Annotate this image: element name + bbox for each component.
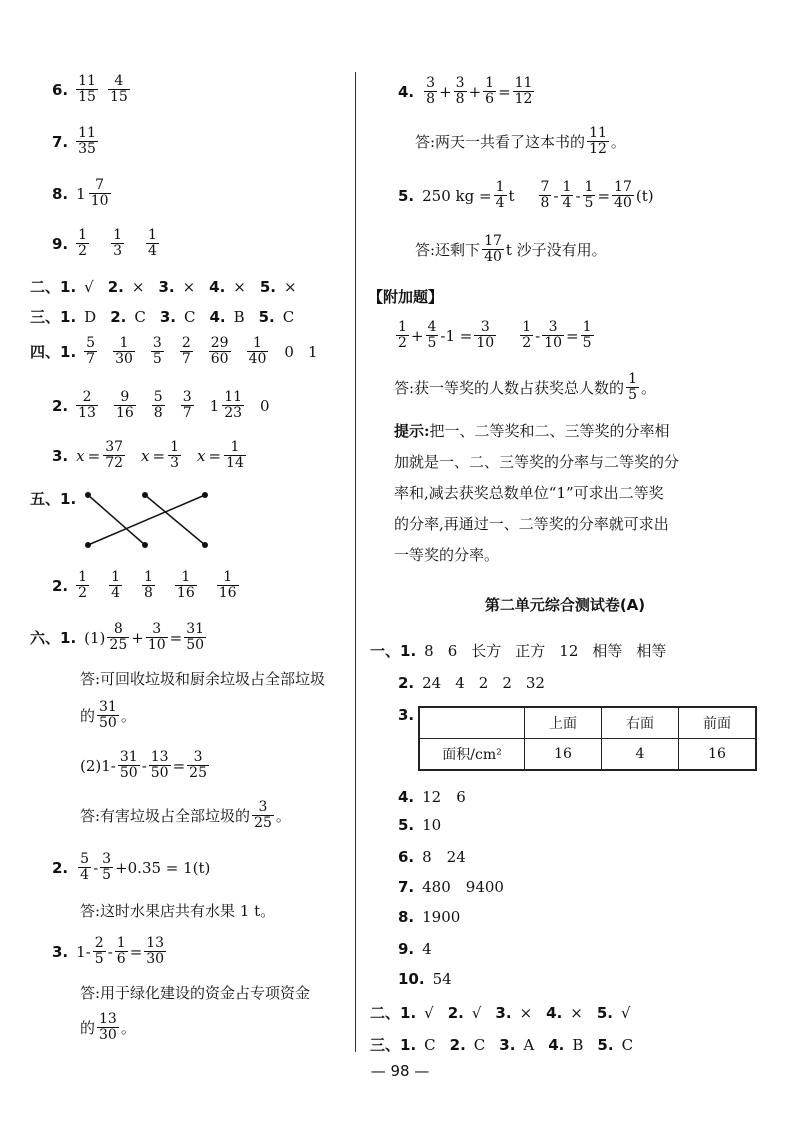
section-3-answers: 三、 1. D 2. C 3. C 4. B 5. C (30, 307, 295, 326)
fraction: $\frac{11}{35}$ (78, 125, 96, 158)
dot (85, 542, 91, 548)
fraction: $\frac{3}{7}$ (182, 389, 192, 422)
section-6-q3: 3. 1- $\frac{2}{5}$ - $\frac{1}{6}$ = $\frac{13}{30}$ (52, 935, 165, 968)
section-4-q2: 2. $\frac{2}{13}$ $\frac{9}{16}$ $\frac{5}{8}$ $\frac{3}{7}$ 1 $\frac{11}{23}$ 0 (52, 389, 270, 422)
section-2-answers: 二、 1. √ 2. × 3. × 4. × 5. × (30, 277, 297, 296)
question-number: 8. (52, 184, 69, 203)
fraction: $\frac{11}{12}$ (514, 75, 533, 108)
fraction: $\frac{1}{2}$ (78, 569, 88, 602)
answer-6-1-2: 答:有害垃圾占全部垃圾的 $\frac{3}{25}$ 。 (80, 799, 291, 832)
fraction: $\frac{3}{10}$ (476, 319, 495, 352)
u1-q7: 7. 480 9400 (398, 877, 504, 896)
answer-r4: 4. $\frac{3}{8}$ + $\frac{3}{8}$ + $\frac{1}{6}$ = $\frac{11}{12}$ (398, 75, 533, 108)
match-line (145, 495, 205, 545)
answer-r5-text: 答:还剩下 $\frac{17}{40}$ t 沙子没有用。 (415, 233, 607, 266)
fraction: $\frac{1}{5}$ (584, 179, 594, 212)
match-line (88, 495, 145, 545)
fraction: $\frac{1}{4}$ (111, 569, 120, 602)
fraction: $\frac{1}{2}$ (78, 227, 88, 260)
fraction: $\frac{1}{4}$ (562, 179, 572, 212)
fraction: $\frac{17}{40}$ (614, 179, 632, 212)
section-label: 一、 (370, 642, 401, 660)
u1-q6: 6. 8 24 (398, 847, 466, 866)
section-6-q1-part1: 六、 1. (1) $\frac{8}{25}$ + $\frac{3}{10}$ = $\frac{31}{50}$ (30, 621, 205, 654)
section-label: 四、 (30, 343, 61, 362)
table-header: 上面 (525, 707, 602, 739)
answer-8 (52, 178, 121, 210)
fraction: $\frac{13}{50}$ (150, 749, 169, 782)
dot (142, 542, 148, 548)
extra-equations: $\frac{1}{2}$ + $\frac{4}{5}$ -1 = $\frac{3}{10}$ $\frac{1}{2}$ - $\frac{3}{10}$ = $\frac{1}{5}$ (398, 319, 592, 352)
area-table (418, 706, 757, 771)
fraction: $\frac{1}{6}$ (485, 75, 495, 108)
extra-hint: 提示:把一、二等奖和二、三等奖的分率相 加就是一、二、三等奖的分率与二等奖的分 率和,减去获奖总数单位“1”可求出二等奖 的分率,再通过一、二等奖的分率就可求出 一等奖的分率。 (394, 422, 680, 564)
question-number: 7. (52, 132, 69, 151)
table-cell: 16 (679, 739, 757, 771)
u3-answers: 三、 1. C 2. C 3. A 4. B 5. C (370, 1035, 634, 1054)
table-header (419, 707, 525, 739)
answer-6-1-line1: 答:可回收垃圾和厨余垃圾占全部垃圾 (80, 670, 326, 688)
fraction: $\frac{5}{4}$ (80, 851, 90, 884)
section-4-q1: 四、 1. $\frac{5}{7}$ $\frac{1}{30}$ $\frac{3}{5}$ $\frac{2}{7}$ $\frac{29}{60}$ $\frac{1}{40}$ 0 1 (30, 335, 318, 368)
fraction: $\frac{1}{8}$ (143, 569, 153, 602)
answer-r4-text: 答:两天一共看了这本书的 $\frac{11}{12}$ 。 (415, 125, 626, 158)
answer-9 (52, 228, 169, 260)
fraction: $\frac{3}{25}$ (254, 799, 272, 832)
section-5-q1: 五、 1. (30, 489, 77, 508)
fraction: $\frac{9}{16}$ (115, 389, 134, 422)
question-number: 9. (52, 234, 69, 253)
fraction: $\frac{3}{10}$ (544, 319, 563, 352)
fraction: $\frac{3}{5}$ (102, 851, 112, 884)
answer-6-1-line2: 的 $\frac{31}{50}$ 。 (80, 699, 136, 732)
fraction: $\frac{2}{13}$ (78, 389, 96, 422)
section-5-q2: 2. $\frac{1}{2}$ $\frac{1}{4}$ $\frac{1}{8}$ $\frac{1}{16}$ $\frac{1}{16}$ (52, 569, 237, 602)
fraction: $\frac{1}{4}$ (147, 227, 157, 260)
mixed-whole: 1 (76, 184, 86, 203)
fraction: $\frac{5}{8}$ (153, 389, 163, 422)
fraction: $\frac{1}{3}$ (170, 439, 179, 472)
fraction: $\frac{3}{8}$ (426, 75, 436, 108)
answer-6-3-line1: 答:用于绿化建设的资金占专项资金 (80, 984, 311, 1002)
answer-6-3-line2: 的 $\frac{13}{30}$ 。 (80, 1011, 136, 1044)
fraction: $\frac{7}{10}$ (90, 177, 109, 210)
table-header: 前面 (679, 707, 757, 739)
u1-q3: 3. (398, 706, 415, 724)
section-label: 二、 (30, 278, 61, 296)
fraction: $\frac{1}{30}$ (115, 335, 133, 368)
fraction: $\frac{11}{15}$ (78, 73, 96, 106)
fraction: $\frac{3}{8}$ (455, 75, 465, 108)
answer-6 (52, 74, 140, 106)
fraction: $\frac{8}{25}$ (109, 621, 128, 654)
fraction: $\frac{11}{23}$ (224, 389, 243, 422)
fraction: $\frac{1}{2}$ (398, 319, 407, 352)
fraction: $\frac{31}{50}$ (119, 749, 138, 782)
fraction: $\frac{4}{15}$ (109, 73, 128, 106)
dot (142, 492, 148, 498)
fraction: $\frac{4}{5}$ (427, 319, 437, 352)
section-6-q1-part2: (2)1- $\frac{31}{50}$ - $\frac{13}{50}$ = $\frac{3}{25}$ (80, 749, 207, 782)
fraction: $\frac{1}{2}$ (522, 319, 532, 352)
table-header: 右面 (602, 707, 679, 739)
match-line (88, 495, 205, 545)
fraction: $\frac{1}{3}$ (113, 227, 122, 260)
fraction: $\frac{3}{25}$ (189, 749, 207, 782)
fraction: $\frac{1}{6}$ (116, 935, 126, 968)
fraction: $\frac{1}{40}$ (248, 335, 267, 368)
fraction: $\frac{1}{16}$ (218, 569, 237, 602)
section-6-q2: 2. $\frac{5}{4}$ - $\frac{3}{5}$ +0.35 = 1(t) (52, 851, 211, 884)
u2-answers: 二、 1. √ 2. √ 3. × 4. × 5. √ (370, 1003, 631, 1022)
u1-q4: 4. 12 6 (398, 787, 466, 806)
fraction: $\frac{37}{72}$ (105, 439, 124, 472)
fraction: $\frac{1}{5}$ (628, 371, 637, 404)
fraction: $\frac{31}{50}$ (99, 699, 117, 732)
fraction: $\frac{29}{60}$ (210, 335, 229, 368)
fraction: $\frac{3}{5}$ (152, 335, 162, 368)
question-number: 6. (52, 80, 69, 99)
unit-test-title: 第二单元综合测试卷(A) (484, 596, 646, 614)
section-4-q3: 3. x = $\frac{37}{72}$ x = $\frac{1}{3}$ x = $\frac{1}{14}$ (52, 439, 244, 472)
fraction: $\frac{2}{5}$ (94, 935, 104, 968)
fraction: $\frac{5}{7}$ (86, 335, 96, 368)
answer-6-2: 答:这时水果店共有水果 1 t。 (80, 902, 276, 920)
u1-q8: 8. 1900 (398, 908, 461, 926)
matching-lines-diagram (80, 488, 215, 553)
u1-q9: 9. 4 (398, 940, 432, 958)
fraction: $\frac{1}{5}$ (582, 319, 592, 352)
fraction: $\frac{13}{30}$ (99, 1011, 117, 1044)
table-cell: 4 (602, 739, 679, 771)
dot (202, 542, 208, 548)
u1-q5: 5. 10 (398, 816, 442, 834)
fraction: $\frac{3}{10}$ (147, 621, 166, 654)
answer-r5: 5. 250 kg = $\frac{1}{4}$ t $\frac{7}{8}$ - $\frac{1}{4}$ - $\frac{1}{5}$ = $\frac{17}{40}$ (t) (398, 179, 654, 212)
section-label: 三、 (370, 1036, 401, 1054)
section-label: 二、 (370, 1004, 401, 1022)
answer-7 (52, 126, 108, 158)
fraction: $\frac{13}{30}$ (146, 935, 165, 968)
section-label: 五、 (30, 490, 61, 508)
table-cell: 16 (525, 739, 602, 771)
column-divider (355, 72, 356, 1052)
fraction: $\frac{11}{12}$ (589, 125, 607, 158)
section-label: 六、 (30, 629, 61, 648)
table-row-label: 面积/cm² (419, 739, 525, 771)
fraction: $\frac{1}{14}$ (226, 439, 244, 472)
page-number: — 98 — (370, 1062, 430, 1080)
fraction: $\frac{1}{16}$ (176, 569, 195, 602)
fraction: $\frac{7}{8}$ (540, 179, 550, 212)
fraction: $\frac{2}{7}$ (181, 335, 191, 368)
fraction: $\frac{17}{40}$ (484, 233, 502, 266)
extra-answer: 答:获一等奖的人数占获奖总人数的 $\frac{1}{5}$ 。 (394, 371, 656, 404)
dot (202, 492, 208, 498)
extra-question-title: 【附加题】 (368, 288, 444, 306)
u1-q1: 一、 1. 8 6 长方 正方 12 相等 相等 (370, 641, 667, 660)
dot (85, 492, 91, 498)
section-label: 三、 (30, 308, 61, 326)
fraction: $\frac{1}{4}$ (495, 179, 505, 212)
u1-q10: 10. 54 (398, 970, 452, 988)
fraction: $\frac{31}{50}$ (186, 621, 205, 654)
u1-q2: 2. 24 4 2 2 32 (398, 674, 545, 692)
